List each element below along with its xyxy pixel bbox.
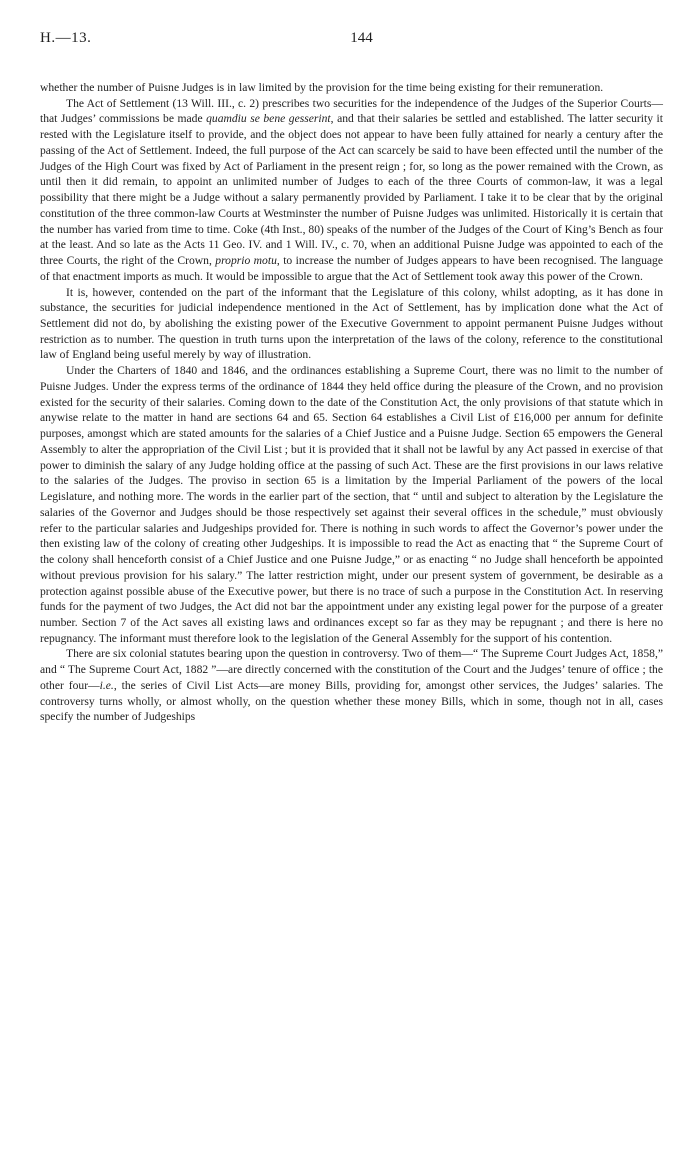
italic-text-segment: i.e. (99, 678, 114, 692)
text-segment: Under the Charters of 1840 and 1846, and the ordinances establishing a Supreme Court, there was no limit to the number of Puisne Judges. Under the express terms of the ordinance of 1844 they held office during the pleasure of the Crown, and no provision existed for the security of their salaries. Coming down to the date of the Constitution Act, the only provisions of that statute which in anywise relate to the matter in hand are sections 64 and 65. Section 64 establishes a Civil List of £16,000 per annum for definite purposes, amongst which are stated amounts for the salaries of a Chief Justice and a Puisne Judge. Section 65 empowers the General Assembly to alter the appropriation of the Civil List ; but it is provided that it shall not be lawful by any Act passed in exercise of that power to diminish the salary of any Judge holding office at the passing of such Act. These are the first provisions in our laws relative to the salaries of the Judges. The proviso in section 65 is a limitation by the Imperial Parliament of the powers of the local Legislature, and nothing more. The words in the earlier part of the section, that “ until and subject to alteration by the Legislature the salaries of the Governor and Judges should be those respectively set against their several offices in the schedule,” must obviously refer to the particular salaries and Judgeships provided for. There is nothing in such words to affect the Governor’s power under the then existing law of the colony of creating other Judgeships. It is impossible to read the Act as enacting that “ the Supreme Court of the colony shall henceforth consist of a Chief Justice and one Puisne Judge,” or as enacting “ no Judge shall henceforth be appointed without previous provision for his salary.” The latter restriction might, under our present system of government, be desirable as a protection against possible abuse of the Executive power, but there is no trace of such a purpose in the Constitution Act. In reserving funds for the payment of two Judges, the Act did not bar the appointment under any existing legal power for the purpose of a greater number. Section 7 of the Act saves all existing laws and ordinances except so far as they may be repugnant ; and there is here no repugnancy. The informant must therefore look to the legislation of the General Assembly for the support of his contention. (40, 364, 663, 645)
paragraph (40, 646, 663, 725)
italic-text-segment: quamdiu se bene gesserint (206, 112, 331, 126)
paragraph (40, 80, 663, 96)
document-reference: H.—13. (40, 30, 92, 46)
text-segment: , and that their salaries be settled and established. The latter security it rested with the Legislature itself to provide, and the object does not appear to have been fully attained for nearly a century after the passing of the Act of Settlement. Indeed, the full purpose of the Act can scarcely be said to have been effected until the number of the Judges of the High Court was fixed by Act of Parliament in the present reign ; for, so long as the power remained with the Crown, as until then it did remain, to appoint an unlimited number of Judges to each of the three Courts of common-law, it was a legal possibility that there might be a Judge without a salary permanently provided by Parliament. I take it to be clear that by the original constitution of the three common-law Courts at Westminster the number of Puisne Judges was unlimited. Historically it is certain that the number has varied from time to time. Coke (4th Inst., 80) speaks of the number of the Judges of the Court of King’s Bench as four at the least. And so late as the Acts 11 Geo. IV. and 1 Will. IV., c. 70, when an additional Puisne Judge was appointed to each of the three Courts, the right of the Crown, (40, 112, 663, 268)
text-segment: , to increase the number of Judges appears to have been recognised. The language of that enactment imports as much. It would be impossible to argue that the Act of Settlement took away this power of the Crown. (40, 254, 663, 283)
paragraph (40, 96, 663, 285)
text-segment: It is, however, contended on the part of the informant that the Legislature of this colony, whilst adopting, as it has done in substance, the securities for judicial independence mentioned in the Act of Settlement, has by implication done what the Act of Settlement did not do, by abolishing the existing power of the Executive Government to appoint permanent Puisne Judges without restriction as to number. The question in truth turns upon the interpretation of the laws of the colony, reference to the constitutional law of England being useful merely by way of illustration. (40, 285, 663, 362)
page-number: 144 (350, 30, 373, 46)
text-segment: There are six colonial statutes bearing upon the question in controversy. Two of them—“ The Supreme Court Judges Act, 1858,” and “ The Supreme Court Act, 1882 ”—are directly concerned with the constitution of the Court and the Judges’ tenure of office ; the other four— (40, 647, 663, 692)
page-header (40, 30, 663, 54)
text-segment: , the series of Civil List Acts—are money Bills, providing for, amongst other services, the Judges’ salaries. The controversy turns wholly, or almost wholly, on the question whether these money Bills, which in some, though not in all, cases specify the number of Judgeships (40, 678, 663, 724)
paragraph (40, 363, 663, 646)
paragraph (40, 285, 663, 364)
text-segment: whether the number of Puisne Judges is in law limited by the provision for the time being existing for their remuneration. (40, 81, 604, 94)
italic-text-segment: proprio motu (215, 254, 277, 268)
text-segment: The Act of Settlement (13 Will. III., c. 2) prescribes two securities for the independence of the Judges of the Superior Courts—that Judges’ commissions be made (40, 96, 663, 126)
body-text (40, 80, 663, 725)
